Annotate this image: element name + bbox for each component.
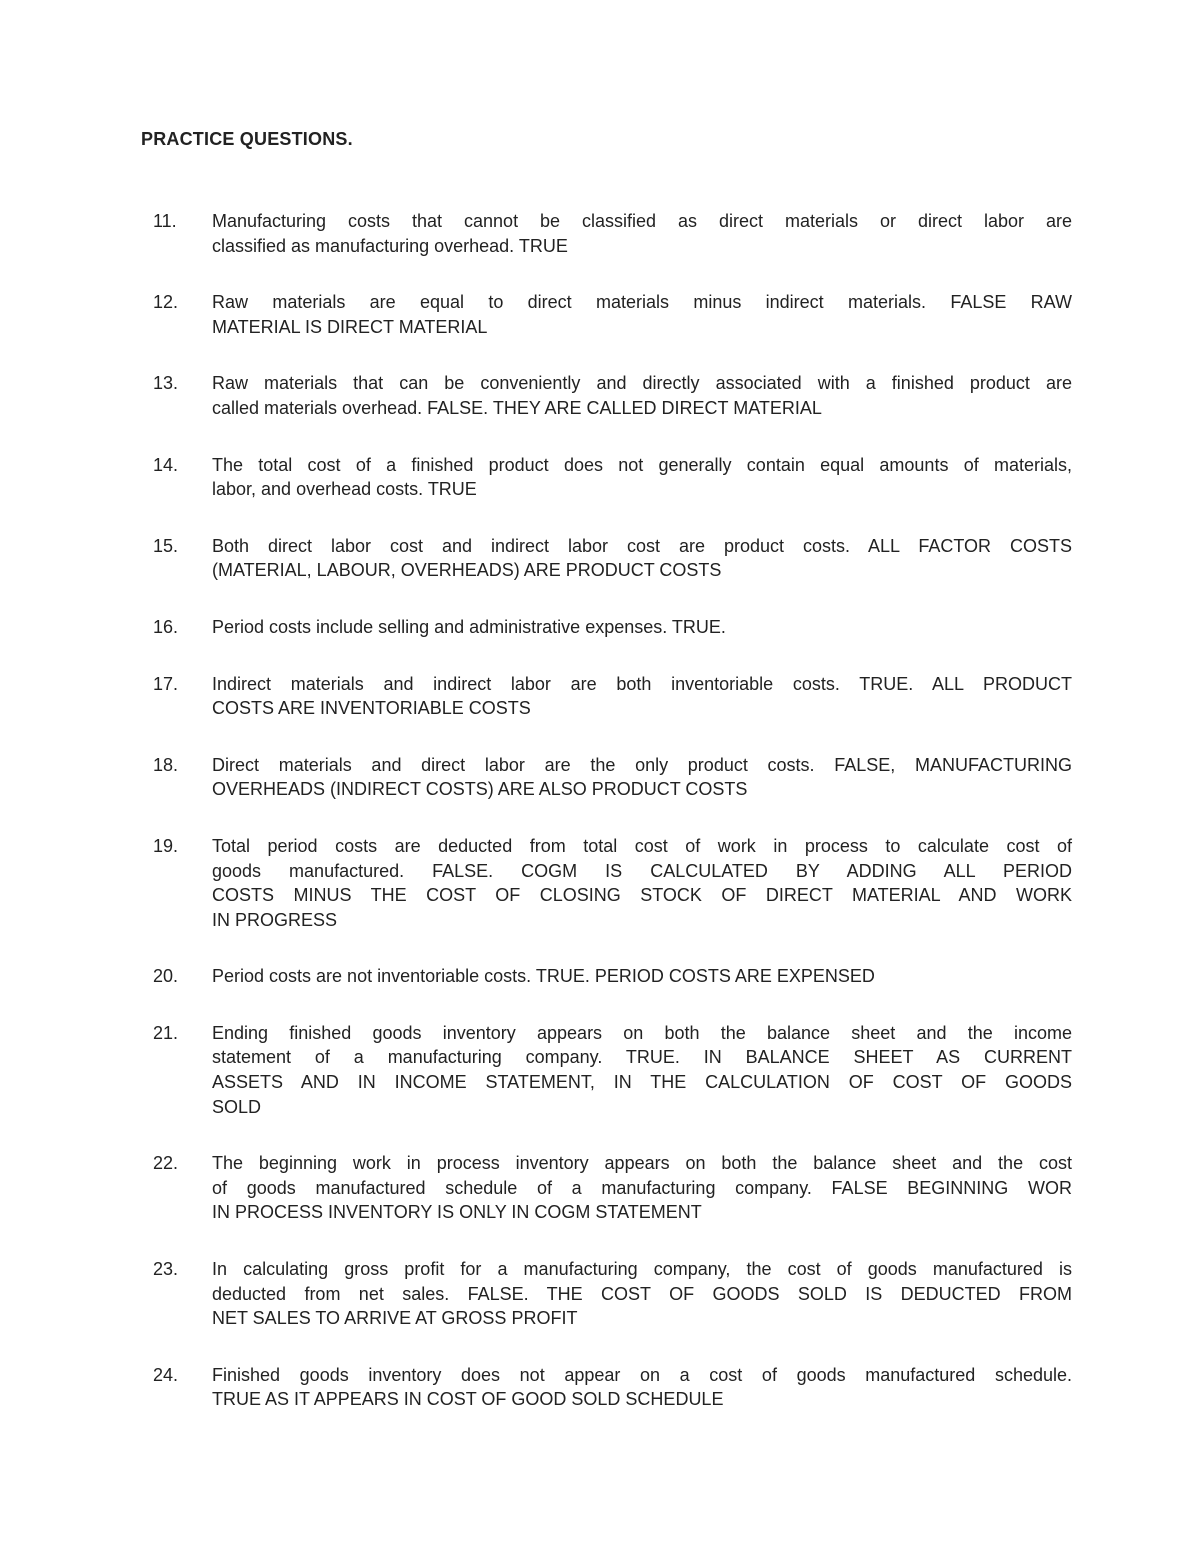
question-text-line: In calculating gross profit for a manufacturing company, the cost of goods manufactured is [212, 1259, 1072, 1280]
question-text [212, 453, 1072, 502]
question-item [153, 534, 1073, 583]
question-number: 12. [153, 292, 179, 313]
question-text-line: Period costs are not inventoriable costs. TRUE. PERIOD COSTS ARE EXPENSED [212, 966, 875, 987]
question-text-line: statement of a manufacturing company. TRUE. IN BALANCE SHEET AS CURRENT [212, 1047, 1072, 1068]
question-number: 21. [153, 1022, 179, 1043]
question-text-line: TRUE AS IT APPEARS IN COST OF GOOD SOLD SCHEDULE [212, 1389, 724, 1410]
question-text [212, 1021, 1072, 1119]
question-item [153, 1257, 1073, 1331]
question-item [153, 615, 1073, 640]
question-text-line: SOLD [212, 1096, 262, 1117]
question-item [153, 672, 1073, 721]
question-text-line: The beginning work in process inventory appears on both the balance sheet and the cost [212, 1153, 1072, 1174]
question-text-line: Both direct labor cost and indirect labor cost are product costs. ALL FACTOR COSTS [212, 535, 1072, 556]
question-text-line: Total period costs are deducted from total cost of work in process to calculate cost of [212, 835, 1072, 856]
question-text [212, 672, 1072, 721]
question-text [212, 371, 1072, 420]
question-text-line: of goods manufactured schedule of a manufacturing company. FALSE BEGINNING WOR [212, 1177, 1072, 1198]
question-item [153, 371, 1073, 420]
question-text [212, 1257, 1072, 1331]
question-number: 24. [153, 1364, 179, 1385]
page-title: PRACTICE QUESTIONS. [141, 129, 353, 149]
question-text-line: labor, and overhead costs. TRUE [212, 479, 477, 500]
question-item [153, 1151, 1073, 1225]
question-text-line: called materials overhead. FALSE. THEY ARE CALLED DIRECT MATERIAL [212, 397, 822, 418]
question-item [153, 753, 1073, 802]
question-text-line: The total cost of a finished product does not generally contain equal amounts of materials, [212, 454, 1072, 475]
question-number: 22. [153, 1153, 179, 1174]
question-number: 13. [153, 373, 179, 394]
question-text [212, 1151, 1072, 1225]
question-number: 19. [153, 835, 179, 856]
question-text [212, 615, 1072, 640]
question-text-line: Indirect materials and indirect labor are both inventoriable costs. TRUE. ALL PRODUCT [212, 673, 1072, 694]
question-text-line: COSTS ARE INVENTORIABLE COSTS [212, 698, 531, 719]
question-text-line: Direct materials and direct labor are the only product costs. FALSE, MANUFACTURING [212, 754, 1072, 775]
question-text-line: (MATERIAL, LABOUR, OVERHEADS) ARE PRODUCT COSTS [212, 560, 722, 581]
question-item [153, 834, 1073, 932]
question-text-line: IN PROGRESS [212, 909, 338, 930]
question-item [153, 964, 1073, 989]
question-text-line: Period costs include selling and administrative expenses. TRUE. [212, 616, 726, 637]
question-text-line: Raw materials that can be conveniently and directly associated with a finished product are [212, 373, 1072, 394]
question-text-line: OVERHEADS (INDIRECT COSTS) ARE ALSO PRODUCT COSTS [212, 779, 748, 800]
question-text [212, 753, 1072, 802]
question-text [212, 290, 1072, 339]
question-list [153, 209, 1073, 1444]
question-text-line: IN PROCESS INVENTORY IS ONLY IN COGM STATEMENT [212, 1202, 702, 1223]
question-number: 17. [153, 673, 179, 694]
question-item [153, 209, 1073, 258]
question-text [212, 1363, 1072, 1412]
question-text [212, 534, 1072, 583]
question-text [212, 209, 1072, 258]
question-text-line: ASSETS AND IN INCOME STATEMENT, IN THE CALCULATION OF COST OF GOODS [212, 1072, 1072, 1093]
question-text [212, 964, 1072, 989]
question-text-line: Manufacturing costs that cannot be classified as direct materials or direct labor are [212, 211, 1072, 231]
question-number: 23. [153, 1259, 179, 1280]
question-text-line: Finished goods inventory does not appear on a cost of goods manufactured schedule. [212, 1364, 1072, 1385]
question-item [153, 290, 1073, 339]
question-text [212, 834, 1072, 932]
question-number: 16. [153, 616, 179, 637]
question-number: 14. [153, 454, 179, 475]
question-text-line: deducted from net sales. FALSE. THE COST OF GOODS SOLD IS DEDUCTED FROM [212, 1283, 1072, 1304]
question-item [153, 1021, 1073, 1119]
question-number: 15. [153, 535, 179, 556]
question-item [153, 453, 1073, 502]
question-text-line: Ending finished goods inventory appears on both the balance sheet and the income [212, 1022, 1072, 1043]
question-text-line: classified as manufacturing overhead. TRUE [212, 235, 568, 256]
question-text-line: NET SALES TO ARRIVE AT GROSS PROFIT [212, 1308, 578, 1329]
question-number: 11. [153, 211, 177, 231]
question-text-line: Raw materials are equal to direct materials minus indirect materials. FALSE RAW [212, 292, 1072, 313]
question-item [153, 1363, 1073, 1412]
question-number: 20. [153, 966, 179, 987]
question-text-line: MATERIAL IS DIRECT MATERIAL [212, 316, 488, 337]
question-text-line: goods manufactured. FALSE. COGM IS CALCULATED BY ADDING ALL PERIOD [212, 860, 1072, 881]
question-text-line: COSTS MINUS THE COST OF CLOSING STOCK OF DIRECT MATERIAL AND WORK [212, 885, 1072, 906]
question-number: 18. [153, 754, 179, 775]
